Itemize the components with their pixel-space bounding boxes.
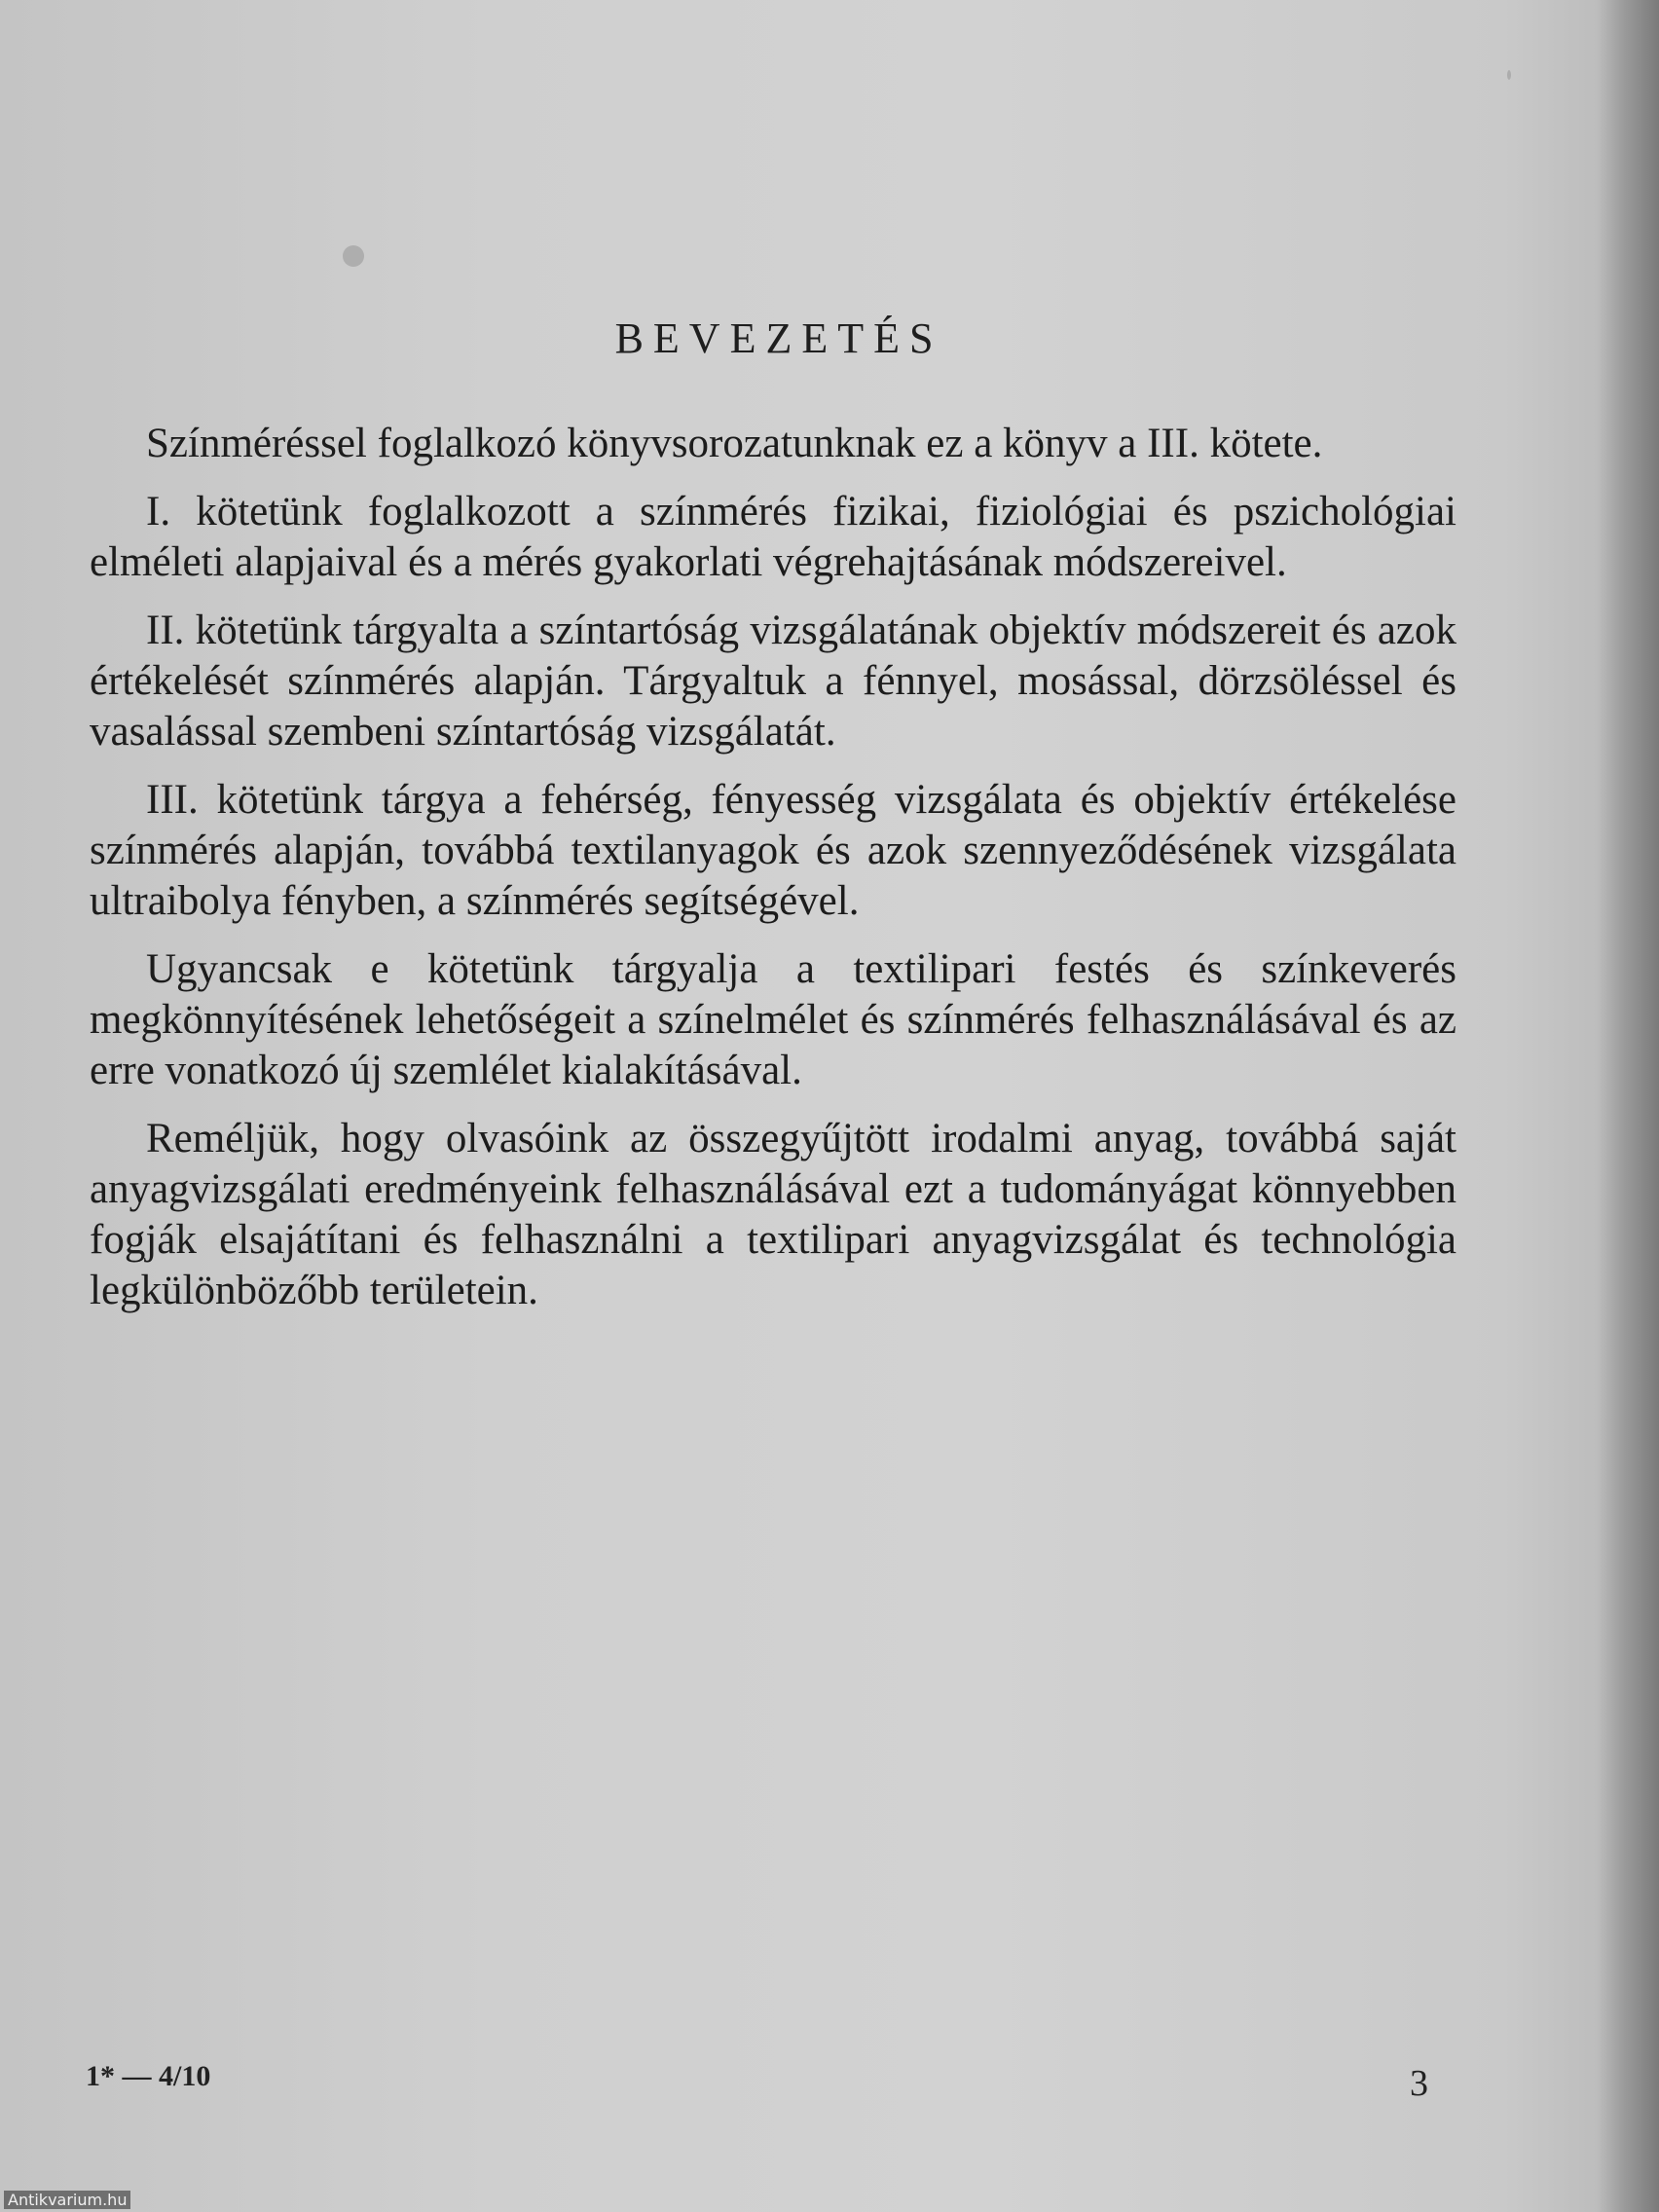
page-number: 3 (1410, 2063, 1428, 2104)
page-title: BEVEZETÉS (614, 314, 943, 362)
paper-speck (343, 245, 364, 267)
paragraph: III. kötetünk tárgya a fehérség, fényesség vizsgálata és objektív értékelése színmérés alapján, továbbá textilanyagok és azok szennyeződésének vizsgálata ultraibolya fényben, a színmérés segítségével. (90, 777, 1456, 924)
paragraph: Ugyancsak e kötetünk tárgyalja a textilipari festés és színkeverés megkönnyítésének lehetőségeit a színelmélet és színmérés felhasználásával és az erre vonatkozó új szemlélet kialakításával. (90, 946, 1456, 1093)
watermark: Antikvarium.hu (4, 2191, 130, 2209)
paragraph: Színméréssel foglalkozó könyvsorozatunknak ez a könyv a III. kötete. (146, 421, 1323, 466)
page-edge-shadow (1597, 0, 1659, 2212)
introduction-text (90, 419, 1456, 1334)
paragraph: II. kötetünk tárgyalta a színtartóság vizsgálatának objektív módszereit és azok értékelését színmérés alapján. Tárgyaltuk a fénnyel, mosással, dörzsöléssel és vasalással szembeni színtartóság vizsgálatát. (90, 608, 1456, 755)
paragraph: Reméljük, hogy olvasóink az összegyűjtött irodalmi anyag, továbbá saját anyagvizsgálati eredményeink felhasználásával ezt a tudományágat könnyebben fogják elsajátítani és felhasználni a textilipari anyagvizsgálat és technológia legkülönbözőbb területein. (90, 1116, 1456, 1313)
printer-signature: 1* — 4/10 (86, 2060, 211, 2092)
paragraph: I. kötetünk foglalkozott a színmérés fizikai, fiziológiai és pszichológiai elméleti alapjaival és a mérés gyakorlati végrehajtásának módszereivel. (90, 489, 1456, 585)
paper-speck (1507, 70, 1511, 80)
